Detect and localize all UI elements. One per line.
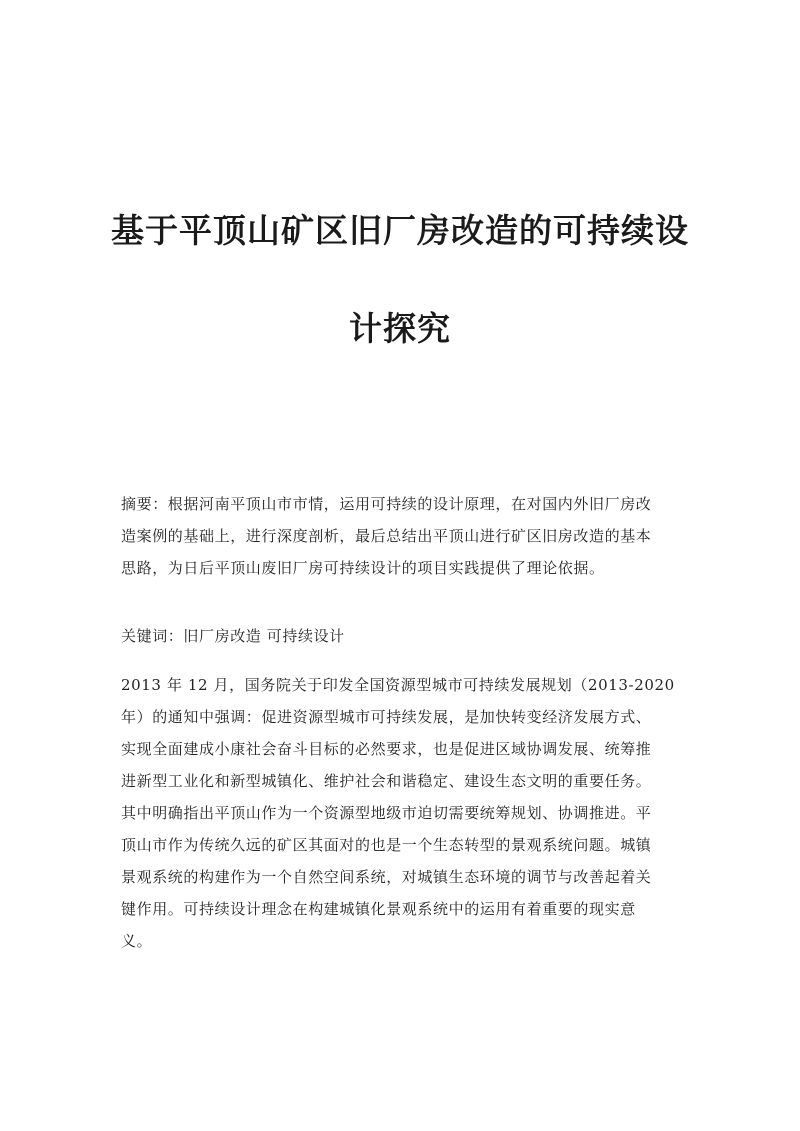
abstract-line: 摘要：根据河南平顶山市市情，运用可持续的设计原理，在对国内外旧厂房改 (121, 495, 652, 513)
abstract-paragraph (121, 488, 683, 584)
abstract-line: 造案例的基础上，进行深度剖析，最后总结出平顶山进行矿区旧房改造的基本 (121, 527, 652, 545)
intro-line: 进新型工业化和新型城镇化、维护社会和谐稳定、建设生态文明的重要任务。 (121, 772, 652, 790)
abstract-line: 思路，为日后平顶山废旧厂房可持续设计的项目实践提供了理论依据。 (121, 559, 605, 577)
intro-line: 2013 年 12 月，国务院关于印发全国资源型城市可持续发展规划（2013-2020 (121, 676, 675, 694)
title-line-2: 计探究 (349, 309, 451, 349)
intro-line: 实现全面建成小康社会奋斗目标的必然要求，也是促进区域协调发展、统筹推 (121, 740, 652, 758)
paper-title (100, 207, 700, 352)
intro-line: 义。 (121, 932, 153, 950)
intro-line: 其中明确指出平顶山作为一个资源型地级市迫切需要统筹规划、协调推进。平 (121, 804, 652, 822)
keywords-line: 关键词：旧厂房改造 可持续设计 (121, 627, 345, 645)
keywords-paragraph (121, 620, 683, 652)
intro-line: 顶山市作为传统久远的矿区其面对的也是一个生态转型的景观系统问题。城镇 (121, 836, 652, 854)
intro-line: 键作用。可持续设计理念在构建城镇化景观系统中的运用有着重要的现实意 (121, 900, 636, 918)
intro-line: 年）的通知中强调：促进资源型城市可持续发展，是加快转变经济发展方式、 (121, 708, 652, 726)
intro-paragraph (121, 669, 683, 957)
intro-line: 景观系统的构建作为一个自然空间系统，对城镇生态环境的调节与改善起着关 (121, 868, 652, 886)
title-line-1: 基于平顶山矿区旧厂房改造的可持续设 (111, 211, 689, 251)
